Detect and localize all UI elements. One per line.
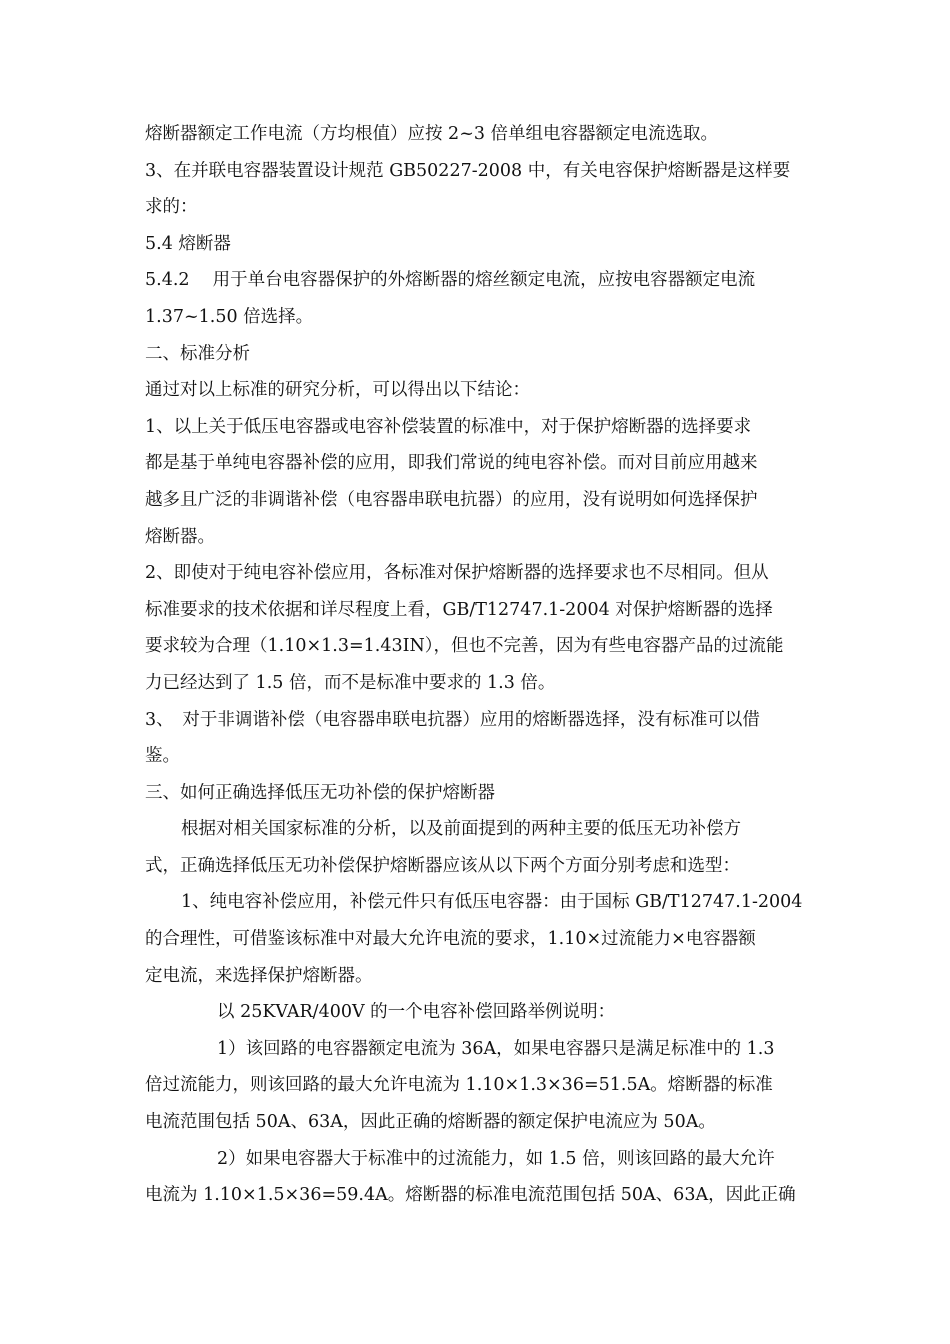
- text-line-10: 都是基于单纯电容器补偿的应用，即我们常说的纯电容补偿。而对目前应用越来: [145, 453, 758, 474]
- text-line-16: 力已经达到了 1.5 倍，而不是标准中要求的 1.3 倍。: [145, 672, 556, 693]
- text-line-17: 3、 对于非调谐补偿（电容器串联电抗器）应用的熔断器选择，没有标准可以借: [145, 709, 760, 730]
- text-line-18: 鉴。: [145, 746, 180, 767]
- section-heading-3: 三、如何正确选择低压无功补偿的保护熔断器: [145, 782, 495, 803]
- text-line-5: 5.4.2 用于单台电容器保护的外熔断器的熔丝额定电流，应按电容器额定电流: [145, 270, 756, 291]
- text-line-23: 的合理性，可借鉴该标准中对最大允许电流的要求，1.10×过流能力×电容器额: [145, 929, 756, 950]
- text-line-25: 以 25KVAR/400V 的一个电容补偿回路举例说明：: [217, 1002, 616, 1023]
- text-line-26: 1）该回路的电容器额定电流为 36A，如果电容器只是满足标准中的 1.3: [217, 1038, 775, 1059]
- text-line-29: 2）如果电容器大于标准中的过流能力，如 1.5 倍，则该回路的最大允许: [217, 1148, 775, 1169]
- document-body: [145, 116, 810, 1214]
- text-line-20: 根据对相关国家标准的分析，以及前面提到的两种主要的低压无功补偿方: [181, 819, 741, 840]
- text-line-1: 熔断器额定工作电流（方均根值）应按 2~3 倍单组电容器额定电流选取。: [145, 124, 719, 144]
- text-line-28: 电流范围包括 50A、63A，因此正确的熔断器的额定保护电流应为 50A。: [145, 1112, 716, 1133]
- text-line-9: 1、以上关于低压电容器或电容补偿装置的标准中，对于保护熔断器的选择要求: [145, 416, 752, 437]
- section-heading-5-4: 5.4 熔断器: [145, 233, 231, 254]
- text-line-2: 3、在并联电容器装置设计规范 GB50227-2008 中，有关电容保护熔断器是这样要: [145, 160, 791, 181]
- text-line-14: 标准要求的技术依据和详尽程度上看，GB/T12747.1-2004 对保护熔断器的选择: [145, 599, 773, 620]
- text-line-6: 1.37~1.50 倍选择。: [145, 306, 314, 327]
- text-line-30: 电流为 1.10×1.5×36=59.4A。熔断器的标准电流范围包括 50A、63A，因此正确: [145, 1185, 796, 1206]
- text-line-12: 熔断器。: [145, 526, 215, 547]
- text-line-21: 式，正确选择低压无功补偿保护熔断器应该从以下两个方面分别考虑和选型：: [145, 855, 740, 876]
- text-line-11: 越多且广泛的非调谐补偿（电容器串联电抗器）的应用，没有说明如何选择保护: [145, 489, 758, 510]
- text-line-15: 要求较为合理（1.10×1.3=1.43IN），但也不完善，因为有些电容器产品的过流能: [145, 636, 784, 657]
- text-line-27: 倍过流能力，则该回路的最大允许电流为 1.10×1.3×36=51.5A。熔断器的标准: [145, 1075, 773, 1096]
- text-line-24: 定电流，来选择保护熔断器。: [145, 965, 373, 986]
- text-line-3: 求的：: [145, 197, 198, 218]
- text-line-22: 1、纯电容补偿应用，补偿元件只有低压电容器：由于国标 GB/T12747.1-2004: [181, 892, 803, 913]
- section-heading-2: 二、标准分析: [145, 343, 250, 364]
- text-line-13: 2、即使对于纯电容补偿应用，各标准对保护熔断器的选择要求也不尽相同。但从: [145, 563, 769, 584]
- text-line-8: 通过对以上标准的研究分析，可以得出以下结论：: [145, 380, 530, 401]
